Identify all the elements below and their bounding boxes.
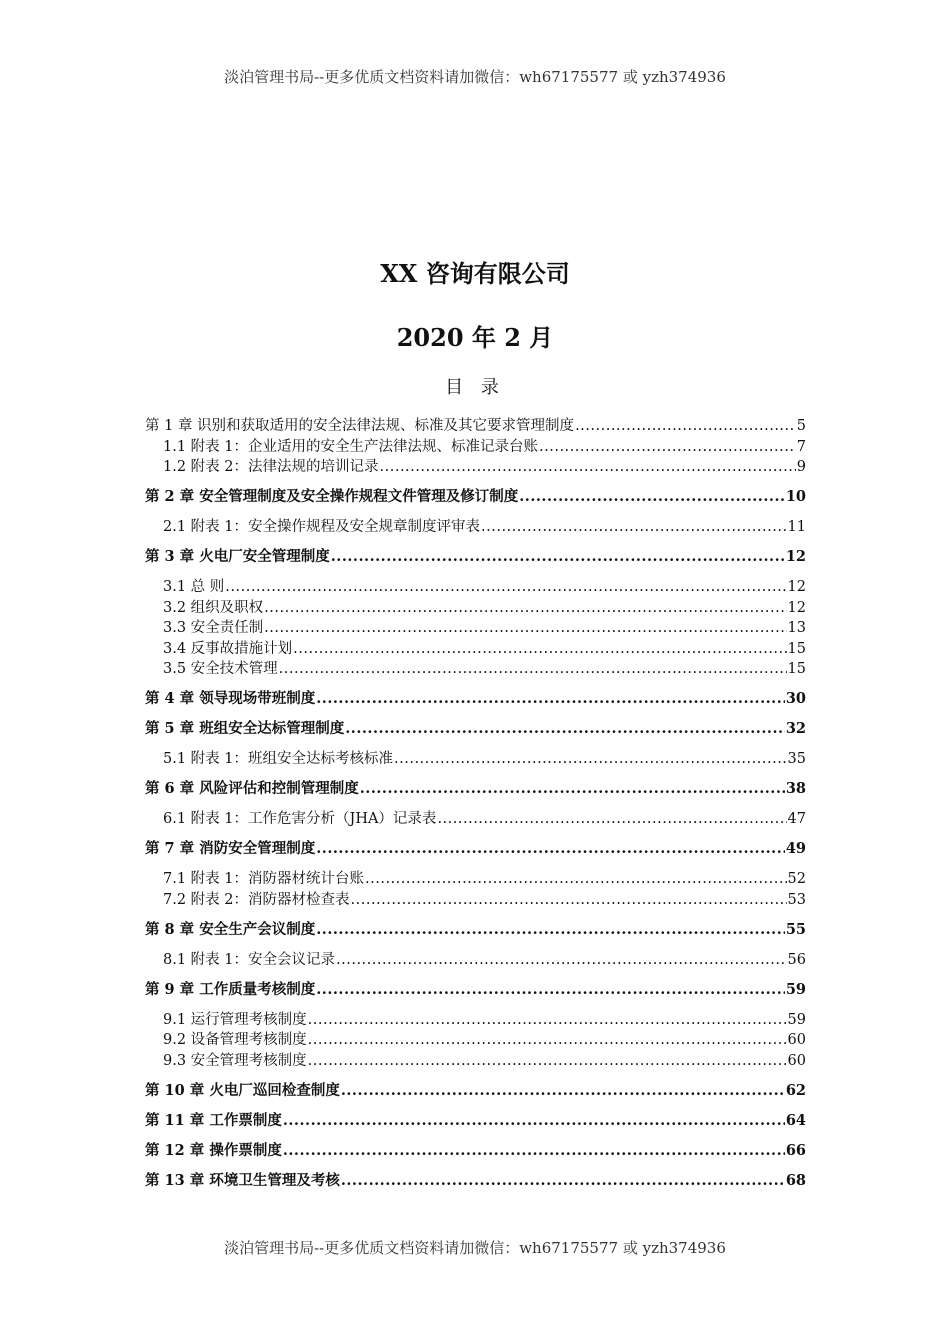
toc-page-number: 47: [787, 811, 806, 827]
toc-section-entry[interactable]: [145, 809, 806, 830]
toc-chapter-entry[interactable]: [145, 1171, 806, 1192]
toc-leader-dots: [345, 719, 785, 740]
toc-section-entry[interactable]: [145, 437, 806, 458]
toc-page-number: 56: [787, 951, 806, 968]
toc-section-entry[interactable]: [145, 639, 806, 660]
toc-section-entry[interactable]: [145, 517, 806, 538]
toc-leader-dots: [394, 749, 787, 770]
toc-entry-label: 6.1 附表 1：工作危害分析（JHA）记录表: [163, 811, 437, 827]
toc-chapter-entry[interactable]: [145, 920, 806, 941]
toc-section-entry[interactable]: [145, 890, 806, 911]
toc-entry-label: 第 2 章 安全管理制度及安全操作规程文件管理及修订制度: [145, 488, 519, 505]
toc-entry-label: 2.1 附表 1：安全操作规程及安全规章制度评审表: [163, 519, 481, 535]
toc-section-entry[interactable]: [145, 457, 806, 478]
toc-page-number: 11: [787, 519, 806, 535]
toc-entry-label: 3.5 安全技术管理: [163, 661, 278, 677]
toc-entry-label: 8.1 附表 1：安全会议记录: [163, 951, 336, 968]
toc-leader-dots: [336, 950, 787, 971]
toc-section-entry[interactable]: [145, 1051, 806, 1072]
toc-entry-label: 9.3 安全管理考核制度: [163, 1052, 307, 1069]
toc-leader-dots: [308, 1010, 787, 1031]
toc-leader-dots: [316, 839, 785, 860]
toc-page-number: 7: [796, 438, 806, 455]
toc-page-number: 68: [785, 1171, 806, 1189]
toc-leader-dots: [264, 618, 786, 639]
toc-entry-label: 9.1 运行管理考核制度: [163, 1011, 307, 1028]
toc-leader-dots: [360, 779, 785, 800]
table-of-contents: [145, 416, 806, 1191]
toc-entry-label: 5.1 附表 1：班组安全达标考核标准: [163, 751, 394, 767]
toc-chapter-entry[interactable]: [145, 547, 806, 568]
toc-entry-label: 第 4 章 领导现场带班制度: [145, 690, 316, 707]
toc-leader-dots: [481, 517, 787, 538]
toc-page-number: 60: [787, 1032, 806, 1048]
toc-leader-dots: [308, 1051, 787, 1072]
toc-page-number: 32: [785, 720, 806, 737]
toc-chapter-entry[interactable]: [145, 839, 806, 860]
toc-leader-dots: [316, 689, 785, 710]
toc-leader-dots: [380, 457, 796, 478]
toc-page-number: 49: [785, 840, 806, 857]
toc-leader-dots: [316, 980, 785, 1001]
toc-page-number: 15: [787, 640, 806, 657]
toc-section-entry[interactable]: [145, 950, 806, 971]
toc-entry-label: 1.1 附表 1：企业适用的安全生产法律法规、标准记录台账: [163, 438, 539, 455]
company-title: XX 咨询有限公司: [380, 259, 570, 288]
toc-chapter-entry[interactable]: [145, 719, 806, 740]
toc-entry-label: 3.1 总 则: [163, 579, 225, 595]
toc-chapter-entry[interactable]: [145, 779, 806, 800]
toc-page-number: 38: [785, 780, 806, 797]
toc-section-entry[interactable]: [145, 869, 806, 890]
toc-section-entry[interactable]: [145, 1030, 806, 1051]
toc-leader-dots: [437, 809, 786, 830]
toc-entry-label: 3.2 组织及职权: [163, 599, 264, 616]
toc-page-number: 30: [785, 690, 806, 707]
toc-leader-dots: [539, 437, 796, 458]
toc-page-number: 12: [787, 579, 806, 595]
toc-entry-label: 3.4 反事故措施计划: [163, 640, 293, 657]
toc-chapter-entry[interactable]: [145, 416, 806, 437]
toc-page-number: 13: [787, 620, 806, 636]
toc-leader-dots: [575, 416, 796, 437]
page-header-note: 淡泊管理书局--更多优质文档资料请加微信：wh67175577 或 yzh374936: [224, 68, 726, 86]
toc-page-number: 35: [787, 751, 806, 767]
toc-entry-label: 第 8 章 安全生产会议制度: [145, 920, 316, 938]
toc-entry-label: 第 1 章 识别和获取适用的安全法律法规、标准及其它要求管理制度: [145, 418, 575, 434]
toc-entry-label: 第 6 章 风险评估和控制管理制度: [145, 780, 359, 797]
toc-page-number: 5: [796, 418, 806, 434]
toc-heading: 目 录: [445, 377, 505, 398]
toc-section-entry[interactable]: [145, 577, 806, 598]
toc-entry-label: 第 7 章 消防安全管理制度: [145, 840, 316, 857]
toc-leader-dots: [283, 1111, 785, 1132]
toc-page-number: 66: [785, 1141, 806, 1159]
toc-leader-dots: [316, 920, 785, 941]
toc-entry-label: 第 12 章 操作票制度: [145, 1141, 282, 1159]
toc-chapter-entry[interactable]: [145, 1111, 806, 1132]
toc-page-number: 12: [785, 548, 806, 565]
toc-leader-dots: [365, 869, 787, 890]
toc-chapter-entry[interactable]: [145, 487, 806, 508]
toc-chapter-entry[interactable]: [145, 1081, 806, 1102]
toc-leader-dots: [341, 1171, 785, 1192]
toc-leader-dots: [308, 1030, 787, 1051]
toc-page-number: 55: [785, 920, 806, 938]
toc-leader-dots: [331, 547, 785, 568]
toc-leader-dots: [225, 577, 786, 598]
toc-page-number: 53: [787, 891, 806, 908]
toc-entry-label: 第 5 章 班组安全达标管理制度: [145, 720, 345, 737]
toc-leader-dots: [283, 1141, 785, 1162]
toc-page-number: 15: [787, 661, 806, 677]
toc-page-number: 62: [785, 1081, 806, 1099]
toc-page-number: 59: [787, 1011, 806, 1028]
toc-entry-label: 第 3 章 火电厂安全管理制度: [145, 548, 330, 565]
toc-section-entry[interactable]: [145, 659, 806, 680]
toc-entry-label: 第 13 章 环境卫生管理及考核: [145, 1171, 340, 1189]
document-date: 2020 年 2 月: [396, 323, 554, 352]
toc-section-entry[interactable]: [145, 618, 806, 639]
toc-chapter-entry[interactable]: [145, 1141, 806, 1162]
toc-section-entry[interactable]: [145, 1010, 806, 1031]
toc-section-entry[interactable]: [145, 749, 806, 770]
toc-page-number: 12: [787, 599, 806, 616]
toc-page-number: 59: [785, 980, 806, 998]
toc-page-number: 64: [785, 1111, 806, 1129]
toc-leader-dots: [279, 659, 787, 680]
toc-entry-label: 3.3 安全责任制: [163, 620, 264, 636]
toc-entry-label: 第 11 章 工作票制度: [145, 1111, 282, 1129]
toc-entry-label: 第 9 章 工作质量考核制度: [145, 980, 316, 998]
toc-entry-label: 第 10 章 火电厂巡回检查制度: [145, 1081, 340, 1099]
toc-leader-dots: [351, 890, 787, 911]
toc-section-entry[interactable]: [145, 598, 806, 619]
toc-chapter-entry[interactable]: [145, 980, 806, 1001]
toc-leader-dots: [341, 1081, 785, 1102]
toc-leader-dots: [293, 639, 786, 660]
toc-leader-dots: [519, 487, 785, 508]
toc-entry-label: 7.1 附表 1：消防器材统计台账: [163, 871, 365, 887]
toc-page-number: 10: [785, 488, 806, 505]
toc-entry-label: 1.2 附表 2：法律法规的培训记录: [163, 459, 379, 475]
toc-page-number: 60: [787, 1052, 806, 1069]
toc-entry-label: 7.2 附表 2：消防器材检查表: [163, 891, 350, 908]
toc-chapter-entry[interactable]: [145, 689, 806, 710]
toc-page-number: 9: [796, 459, 806, 475]
toc-entry-label: 9.2 设备管理考核制度: [163, 1032, 307, 1048]
page-footer-note: 淡泊管理书局--更多优质文档资料请加微信：wh67175577 或 yzh374936: [224, 1239, 726, 1257]
toc-leader-dots: [264, 598, 786, 619]
toc-page-number: 52: [787, 871, 806, 887]
